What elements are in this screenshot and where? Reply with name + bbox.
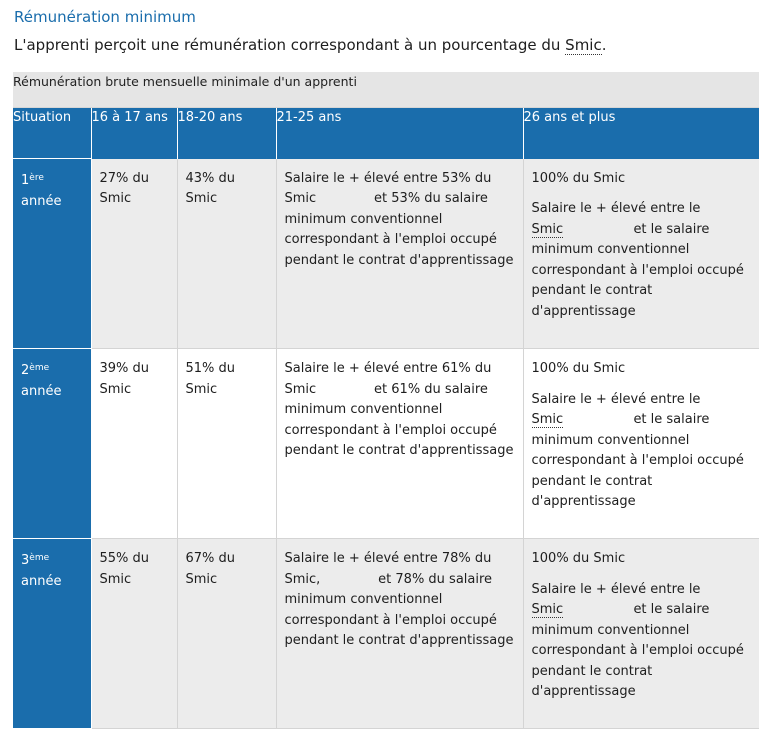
row-suffix: ère	[29, 173, 44, 183]
cell-26-plus	[523, 159, 759, 349]
row-number: 1	[21, 173, 30, 188]
row-number: 2	[21, 363, 30, 378]
cell-16-17: 27% du Smic	[91, 159, 177, 349]
cell-21-25-second: et 61% du salaire minimum conventionnel correspondant à l'emploi occupé pendant le contrat d'apprentissage	[284, 381, 514, 458]
row-label	[13, 159, 91, 349]
cell-26-intro: Salaire le + élevé entre le	[531, 201, 701, 216]
table-caption-row	[13, 72, 759, 108]
cell-18-20: 43% du Smic	[177, 159, 276, 349]
smic-abbreviation[interactable]: Smic	[531, 412, 564, 427]
cell-21-25	[276, 539, 523, 729]
intro-paragraph	[14, 36, 607, 54]
cell-16-17: 39% du Smic	[91, 349, 177, 539]
row-number: 3	[21, 553, 30, 568]
cell-26-first-line: 100% du Smic	[531, 170, 626, 186]
cell-26-paragraph	[532, 390, 754, 513]
table-row	[13, 539, 759, 729]
cell-26-rest: et le salaire minimum conventionnel correspondant à l'emploi occupé pendant le contrat d'apprentissage	[531, 221, 744, 319]
cell-26-intro: Salaire le + élevé entre le	[531, 391, 701, 407]
row-suffix: ème	[29, 363, 50, 373]
row-label	[13, 539, 91, 729]
cell-26-paragraph	[532, 199, 754, 322]
intro-end: .	[601, 36, 607, 54]
smic-abbreviation[interactable]: Smic	[531, 602, 564, 617]
cell-21-25-second: et 53% du salaire minimum conventionnel correspondant à l'emploi occupé pendant le contrat d'apprentissage	[284, 191, 514, 268]
cell-26-first-line: 100% du Smic	[531, 551, 626, 566]
cell-26-rest: et le salaire minimum conventionnel correspondant à l'emploi occupé pendant le contrat d'apprentissage	[531, 412, 744, 509]
cell-18-20: 67% du Smic	[177, 539, 276, 729]
row-suffix: ème	[29, 553, 50, 563]
header-16-17: 16 à 17 ans	[91, 108, 177, 159]
section-heading: Rémunération minimum	[14, 8, 196, 26]
header-18-20: 18-20 ans	[177, 108, 276, 159]
cell-26-plus	[523, 539, 759, 729]
cell-21-25-first: Salaire le + élevé entre 53% du Smic	[284, 170, 492, 206]
cell-21-25-first: Salaire le + élevé entre 61% du Smic	[284, 361, 492, 397]
cell-16-17: 55% du Smic	[91, 539, 177, 729]
cell-21-25-first: Salaire le + élevé entre 78% du Smic,	[284, 551, 492, 587]
cell-18-20: 51% du Smic	[177, 349, 276, 539]
row-label	[13, 349, 91, 539]
cell-21-25-second: et 78% du salaire minimum conventionnel correspondant à l'emploi occupé pendant le contrat d'apprentissage	[284, 571, 514, 648]
cell-26-first-line: 100% du Smic	[531, 361, 626, 376]
table-row	[13, 349, 759, 539]
table-row	[13, 159, 759, 349]
row-year: année	[21, 193, 62, 209]
smic-abbreviation[interactable]: Smic	[531, 221, 564, 237]
header-26-plus: 26 ans et plus	[523, 108, 759, 159]
table-caption: Rémunération brute mensuelle minimale d'un apprenti	[13, 72, 759, 108]
cell-26-paragraph	[532, 580, 754, 703]
row-year: année	[21, 573, 62, 589]
header-21-25: 21-25 ans	[276, 108, 523, 159]
cell-26-intro: Salaire le + élevé entre le	[531, 581, 701, 597]
smic-abbreviation[interactable]: Smic	[565, 36, 602, 54]
remuneration-table	[13, 72, 759, 729]
header-situation: Situation	[13, 108, 91, 159]
intro-text: L'apprenti perçoit une rémunération correspondant à un pourcentage du	[14, 36, 566, 54]
cell-26-rest: et le salaire minimum conventionnel correspondant à l'emploi occupé pendant le contrat d'apprentissage	[531, 602, 744, 699]
row-year: année	[21, 383, 62, 399]
cell-26-plus	[523, 349, 759, 539]
table-header-row	[13, 108, 759, 159]
cell-21-25	[276, 349, 523, 539]
cell-21-25	[276, 159, 523, 349]
